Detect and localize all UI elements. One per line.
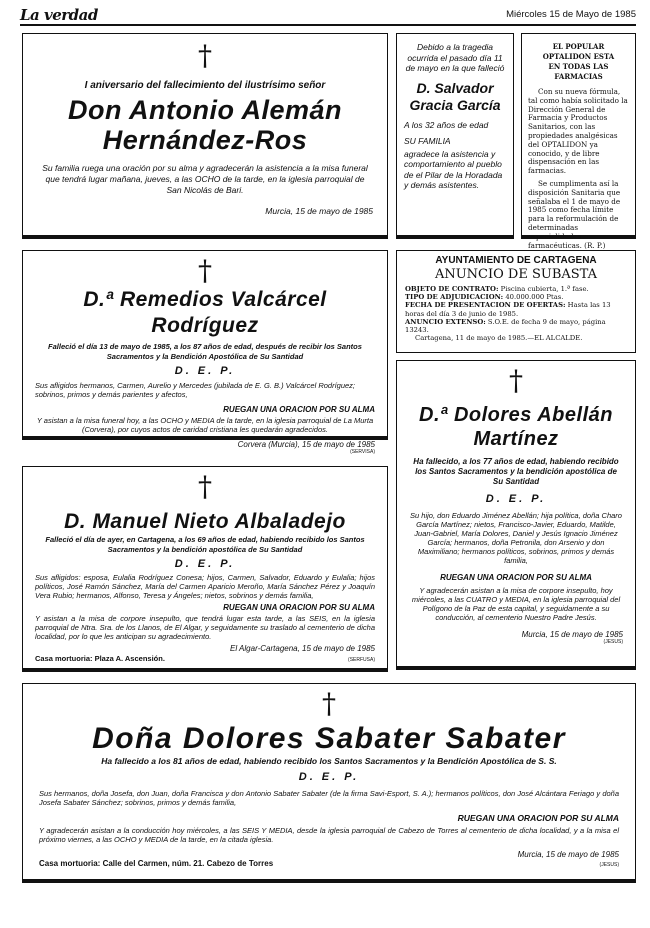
place-date: Murcia, 15 de mayo de 1985 — [265, 206, 373, 216]
optalidon-title-1: EL POPULAR OPTALIDON ESTA — [542, 42, 615, 61]
family-text: Sus afligidos: esposa, Eulalia Rodríguez Conesa; hijos, Carmen, Salvador, Eduardo y Eulalia; hijos políticos, José Ramón Sánchez, María del Carmen Aparicio Meroño, María Sánchez Pérez y Joaquín Vera Rubio; hermanos, Alfonso, Teresa y Ángeles; nietos, sobrinos y demás familia, — [35, 573, 375, 600]
award-value: 40.000.000 Ptas. — [505, 293, 564, 302]
family-text: Sus hermanos, doña Josefa, don Juan, doña Francisca y don Antonio Sabater Sabater (de la firma Savi-Esport, S. A.); hermanos políticos, don José Alcántara Feriago y doña Josefa Sabater Sánchez; sobrinos, primos y demás familia, — [39, 789, 619, 807]
deceased-name: D. Salvador Gracia García — [409, 79, 501, 113]
place-date: Murcia, 15 de mayo de 1985 — [517, 850, 619, 859]
cross-icon: † — [322, 687, 336, 720]
prayer-request: RUEGAN UNA ORACION POR SU ALMA — [457, 813, 619, 823]
extended-value: S.O.E. de fecha 9 de mayo, página 13243. — [405, 317, 606, 335]
notice-gracia — [396, 33, 514, 239]
notice-abellan — [396, 360, 636, 670]
deceased-name-line1: D.ª Dolores Abellán — [419, 404, 613, 426]
deceased-name-line2: Martínez — [473, 428, 559, 450]
place-date: Murcia, 15 de mayo de 1985 — [521, 630, 623, 639]
rip-text: D. E. P. — [485, 493, 547, 505]
notice-nieto — [22, 466, 388, 672]
deceased-name: D. Manuel Nieto Albaladejo — [64, 510, 346, 533]
contract-label: OBJETO DE CONTRATO: — [405, 285, 499, 293]
deceased-name-line2: Hernández-Ros — [102, 125, 308, 155]
optalidon-title-2: EN TODAS LAS FARMACIAS — [548, 62, 609, 81]
notice-intro: I aniversario del fallecimiento del ilustrísimo señor — [84, 80, 326, 91]
mass-info: Y agradecerán asistan a la misa de corpore insepulto, hoy miércoles, a las CUATRO y MEDIA, en la iglesia parroquial del Polígono de la Paz de esta capital, y seguidamente a su conducción, al cementerio Nuestro Padre Jesús. — [411, 586, 621, 622]
notice-body: Su familia ruega una oración por su alma y agradecerán la asistencia a la misa funeral que tendrá lugar mañana, jueves, a las OCHO de la tarde, en la iglesia parroquial de San Nicolás de Bari. — [42, 163, 368, 195]
rip-text: D. E. P. — [174, 365, 236, 377]
optalidon-paragraph-1: Con su nueva fórmula, tal como había solicitado la Dirección General de Farmacia y Productos Sanitarios, con las propiedades analgésicas del OPTALIDON ya conocido, y de libre dispensación en las farmacias. — [528, 87, 628, 176]
auction-signature: Cartagena, 11 de mayo de 1985.—EL ALCALDE. — [415, 334, 583, 343]
family-text: Su hijo, don Eduardo Jiménez Abellán; hija política, doña Charo García Martínez; nietos, Francisco-Javier, Eduardo, Matilde, Juan-Gabriel, María Dolores, Daniel y Jesús Ignacio Jiménez García; hermanos, doña Petronila, don Arsenio y don Maximiliano; hermanos políticos, sobrinos, primos y demás familia, — [410, 511, 622, 565]
cross-icon: † — [509, 364, 523, 397]
cross-icon: † — [198, 39, 212, 72]
deceased-name: Doña Dolores Sabater Sabater — [92, 722, 566, 755]
notice-optalidon — [521, 33, 636, 250]
auction-details — [405, 285, 627, 342]
mass-info: Y agradecerán asistan a la conducción hoy miércoles, a las SEIS Y MEDIA, desde la iglesia parroquial de Cabezo de Torres al cementerio de dicha localidad, y a la misa el próximo viernes, a las OCHO y MEDIA de la tarde, en la citada iglesia. — [39, 826, 619, 844]
funeral-agency: (JESUS) — [599, 862, 619, 868]
mass-info: Y asistan a la misa de corpore insepulto, que tendrá lugar esta tarde, a las SEIS, en la iglesia parroquial de Ntra. Sra. de los Llanos, de El Algar, y seguidamente su traslado al cementerio de dicha localidad, por lo que les anticipan su agradecimiento. — [35, 614, 375, 641]
prayer-request: RUEGAN UNA ORACION POR SU ALMA — [440, 573, 592, 582]
funeral-agency: (SERFUSA) — [348, 657, 375, 663]
rip-text: D. E. P. — [298, 771, 360, 783]
award-label: TIPO DE ADJUDICACION: — [405, 293, 504, 302]
death-notice: Falleció el día de ayer, en Cartagena, a los 69 años de edad, habiendo recibido los Santos Sacramentos y la bendición apostólica de Su Santidad — [45, 535, 365, 554]
death-notice: Ha fallecido, a los 77 años de edad, habiendo recibido los Santos Sacramentos y la bendición apostólica de Su Santidad — [413, 457, 619, 486]
family-text: Sus afligidos hermanos, Carmen, Aurelio y Mercedes (jubilada de E. G. B.) Valcárcel Rodríguez; sobrinos, primos y demás parientes y afectos, — [35, 381, 356, 399]
auction-title: ANUNCIO DE SUBASTA — [434, 267, 598, 282]
funeral-home: Casa mortuoria: Plaza A. Ascensión. — [35, 654, 165, 663]
mass-info: Y asistan a la misa funeral hoy, a las OCHO y MEDIA de la tarde, en la iglesia parroquial de La Murta (Corvera), por cuyos actos de caridad cristiana les quedarán agradecidos. — [36, 416, 374, 434]
footer-row — [39, 859, 619, 868]
age-text: A los 32 años de edad — [404, 119, 489, 130]
notice-intro: Debido a la tragedia ocurrida el pasado día 11 de mayo en la que falleció — [405, 42, 505, 73]
place-date: Corvera (Murcia), 15 de mayo de 1985 — [237, 440, 375, 449]
page-header — [20, 6, 636, 26]
place-date: El Algar-Cartagena, 15 de mayo de 1985 — [230, 644, 375, 653]
extended-label: ANUNCIO EXTENSO: — [405, 317, 486, 326]
cross-icon: † — [198, 254, 212, 287]
death-notice: Ha fallecido a los 81 años de edad, habiendo recibido los Santos Sacramentos y la Bendición Apostólica de S. S. — [101, 756, 557, 766]
funeral-home: Casa mortuoria: Calle del Carmen, núm. 21. Cabezo de Torres — [39, 859, 274, 868]
footer-row — [35, 654, 375, 663]
rip-text: D. E. P. — [174, 558, 236, 570]
contract-value: Piscina cubierta, 1.ª fase. — [500, 285, 589, 293]
newspaper-logo: La verdad — [20, 6, 98, 24]
notice-aleman — [22, 33, 388, 239]
deceased-name-line1: Don Antonio Alemán — [68, 95, 342, 125]
deadline-label: FECHA DE PRESENTACION DE OFERTAS: — [405, 301, 566, 310]
notice-valcarcel — [22, 250, 388, 455]
deadline-value: Hasta las 13 horas del día 3 de junio de 1985. — [405, 301, 611, 318]
funeral-agency: (JESUS) — [603, 639, 623, 645]
death-notice: Falleció el día 13 de mayo de 1985, a los 87 años de edad, después de recibir los Santos Sacramentos y la Bendición Apostólica de Su Santidad — [48, 342, 362, 361]
municipality-name: AYUNTAMIENTO DE CARTAGENA — [435, 255, 597, 266]
notice-sabater — [22, 683, 636, 883]
cross-icon: † — [198, 470, 212, 503]
prayer-request: RUEGAN UNA ORACION POR SU ALMA — [223, 405, 375, 414]
prayer-request: RUEGAN UNA ORACION POR SU ALMA — [223, 603, 375, 612]
notice-subasta — [396, 250, 636, 353]
notice-body: agradece la asistencia y comportamiento al pueblo de el Pilar de la Horadada y demás asistentes. — [404, 148, 503, 190]
issue-date: Miércoles 15 de Mayo de 1985 — [506, 9, 636, 20]
optalidon-paragraph-2: Se cumplimenta así la disposición Sanitaria que señalaba el 1 de mayo de 1985 como fecha límite para la reformulación de determinadas especialidades farmacéuticas. (R. P.) — [528, 178, 621, 250]
deceased-name: D.ª Remedios Valcárcel Rodríguez — [83, 288, 327, 337]
family-label: SU FAMILIA — [404, 135, 451, 146]
funeral-agency: (SERVISA) — [350, 449, 375, 455]
